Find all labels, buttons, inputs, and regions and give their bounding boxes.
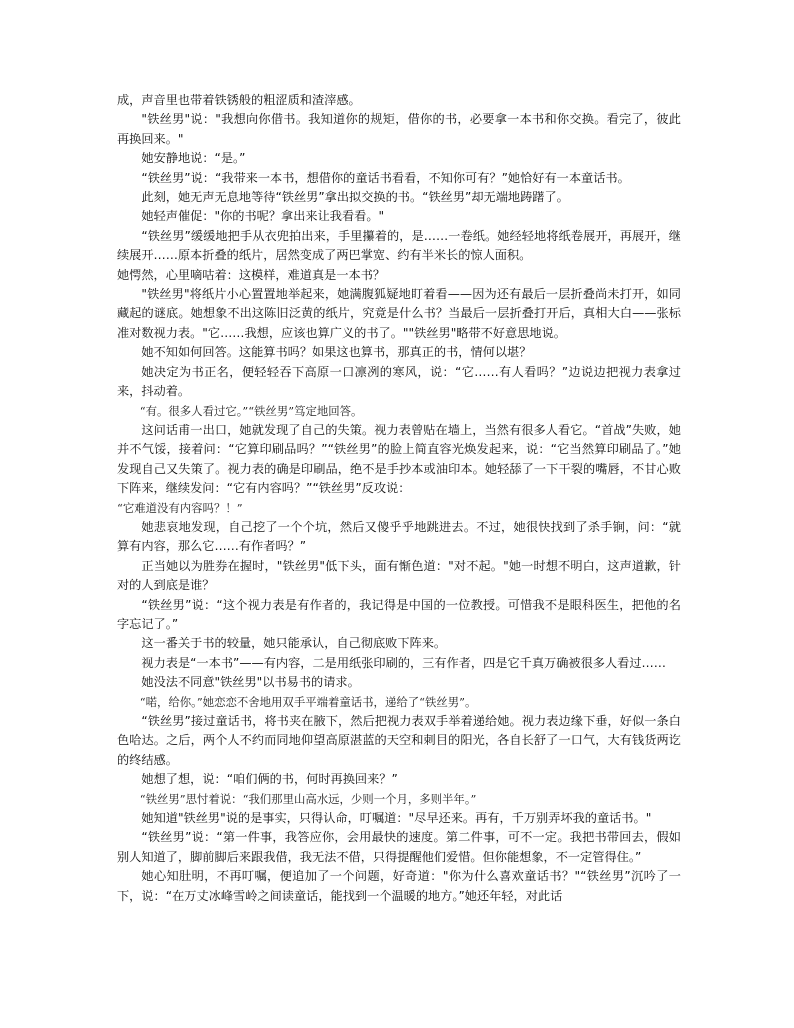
paragraph: 正当她以为胜券在握时，"铁丝男"低下头，面有惭色道："对不起。"她一时想不明白，这声道歉，针对的人到底是谁？ xyxy=(117,558,681,593)
paragraph: “铁丝男”缓缓地把手从衣兜拍出来，手里攥着的，是……一卷纸。她经轻地将纸卷展开，再展开，继续展开……原本折叠的纸片，居然变成了两巴掌宽、约有半米长的惊人面积。 xyxy=(117,228,681,263)
paragraph: 她想了想，说：“咱们俩的书，何时再换回来？” xyxy=(141,772,398,787)
paragraph: 她心知肚明，不再叮嘱，便追加了一个问题，好奇道："你为什么喜欢童话书？"“铁丝男”沉吟了一下，说：“在万丈冰峰雪岭之间读童话，能找到一个温暖的地方。”她还年轻，对此话 xyxy=(117,869,681,903)
paragraph: 她安静地说：“是。” xyxy=(141,151,246,166)
paragraph: "铁丝男"说："我想向你借书。我知道你的规矩，借你的书，必要拿一本书和你交换。看完了，彼此再换回来。" xyxy=(117,112,681,146)
paragraph: 她悲哀地发现，自己挖了一个个坑，然后又傻乎乎地跳进去。不过，她很快找到了杀手锏，问：“就算有内容，那么它……有作者吗？” xyxy=(117,519,681,554)
paragraph: 视力表是“一本书”——有内容，二是用纸张印刷的，三有作者，四是它千真万确被很多人看过…… xyxy=(141,655,666,670)
paragraph: 她不知如何回答。这能算书吗？如果这也算书，那真正的书，情何以堪？ xyxy=(141,345,532,360)
paragraph: “它难道没有内容吗？！” xyxy=(117,500,243,515)
paragraph: “铁丝男”说：“这个视力表是有作者的，我记得是中国的一位教授。可惜我不是眼科医生，把他的名字忘记了。” xyxy=(117,597,681,631)
paragraph: "铁丝男"将纸片小心置置地举起来，她满腹狐疑地盯着看——因为还有最后一层折叠尚未打开，如同藏起的谜底。她想象不出这陈旧泛黄的纸片，究竟是什么书？当最后一层折叠打开后，真相大白——张标准对数视力表。"它……我想，应该也算广义的书了。""铁丝男"略带不好意思地说。 xyxy=(117,287,681,340)
paragraph: “有。很多人看过它。”“铁丝男”笃定地回答。 xyxy=(139,403,363,418)
paragraph: “铁丝男”思忖着说：“我们那里山高水远，少则一个月，多则半年。” xyxy=(139,791,477,806)
paragraph: “喏，给你。”她恋恋不舍地用双手平端着童话书，递给了“铁丝男”。 xyxy=(139,694,477,709)
paragraph: 她轻声催促："你的书呢？拿出来让我看看。" xyxy=(141,209,385,224)
paragraph: 她知道"铁丝男"说的是事实，只得认命，叮嘱道："尽早还来。再有，千万别弄坏我的童话书。" xyxy=(141,811,652,826)
paragraph: “铁丝男”说：“我带来一本书，想借你的童话书看看，不知你可有？”她恰好有一本童话书。 xyxy=(141,170,630,185)
paragraph: 这一番关于书的较量，她只能承认，自己彻底败下阵来。 xyxy=(141,636,447,651)
body-text xyxy=(117,91,681,906)
paragraph: 这问话甫一出口，她就发现了自己的失策。视力表曾贴在墙上，当然有很多人看它。“首战”失败，她并不气馁，接着问：“它算印刷品吗？”“铁丝男”的脸上简直容光焕发起来，说：“它当然算印刷品了。”她发现自己又失策了。视力表的确是印刷品，绝不是手抄本或油印本。她轻舔了一下干裂的嘴唇，不甘心败下阵来，继续发问：“它有内容吗？”“铁丝男”反攻说： xyxy=(117,422,681,496)
paragraph: 成，声音里也带着铁锈般的粗涩质和渣滓感。 xyxy=(117,93,361,107)
paragraph: 她没法不同意"铁丝男"以书易书的请求。 xyxy=(141,675,360,690)
paragraph: “铁丝男”说：“第一件事，我答应你，会用最快的速度。第二件事，可不一定。我把书带回去，假如别人知道了，脚前脚后来跟我借，我无法不借，只得提醒他们爱惜。但你能想象，不一定管得住。” xyxy=(117,830,681,864)
paragraph: 此刻，她无声无息地等待“铁丝男”拿出拟交换的书。“铁丝男”却无端地踌躇了。 xyxy=(141,190,569,205)
paragraph: “铁丝男”接过童话书，将书夹在腋下，然后把视力表双手举着递给她。视力表边缘下垂，好似一条白色哈达。之后，两个人不约而同地仰望高原湛蓝的天空和刺目的阳光，各自长舒了一口气，大有钱货两讫的终结感。 xyxy=(117,714,681,767)
paragraph: 她决定为书正名，便轻轻吞下高原一口凛冽的寒风，说：“它……有人看吗？”边说边把视力表拿过来，抖动着。 xyxy=(117,364,681,399)
paragraph: 她愕然，心里嘀咕着：这模样，难道真是一本书？ xyxy=(117,267,386,282)
